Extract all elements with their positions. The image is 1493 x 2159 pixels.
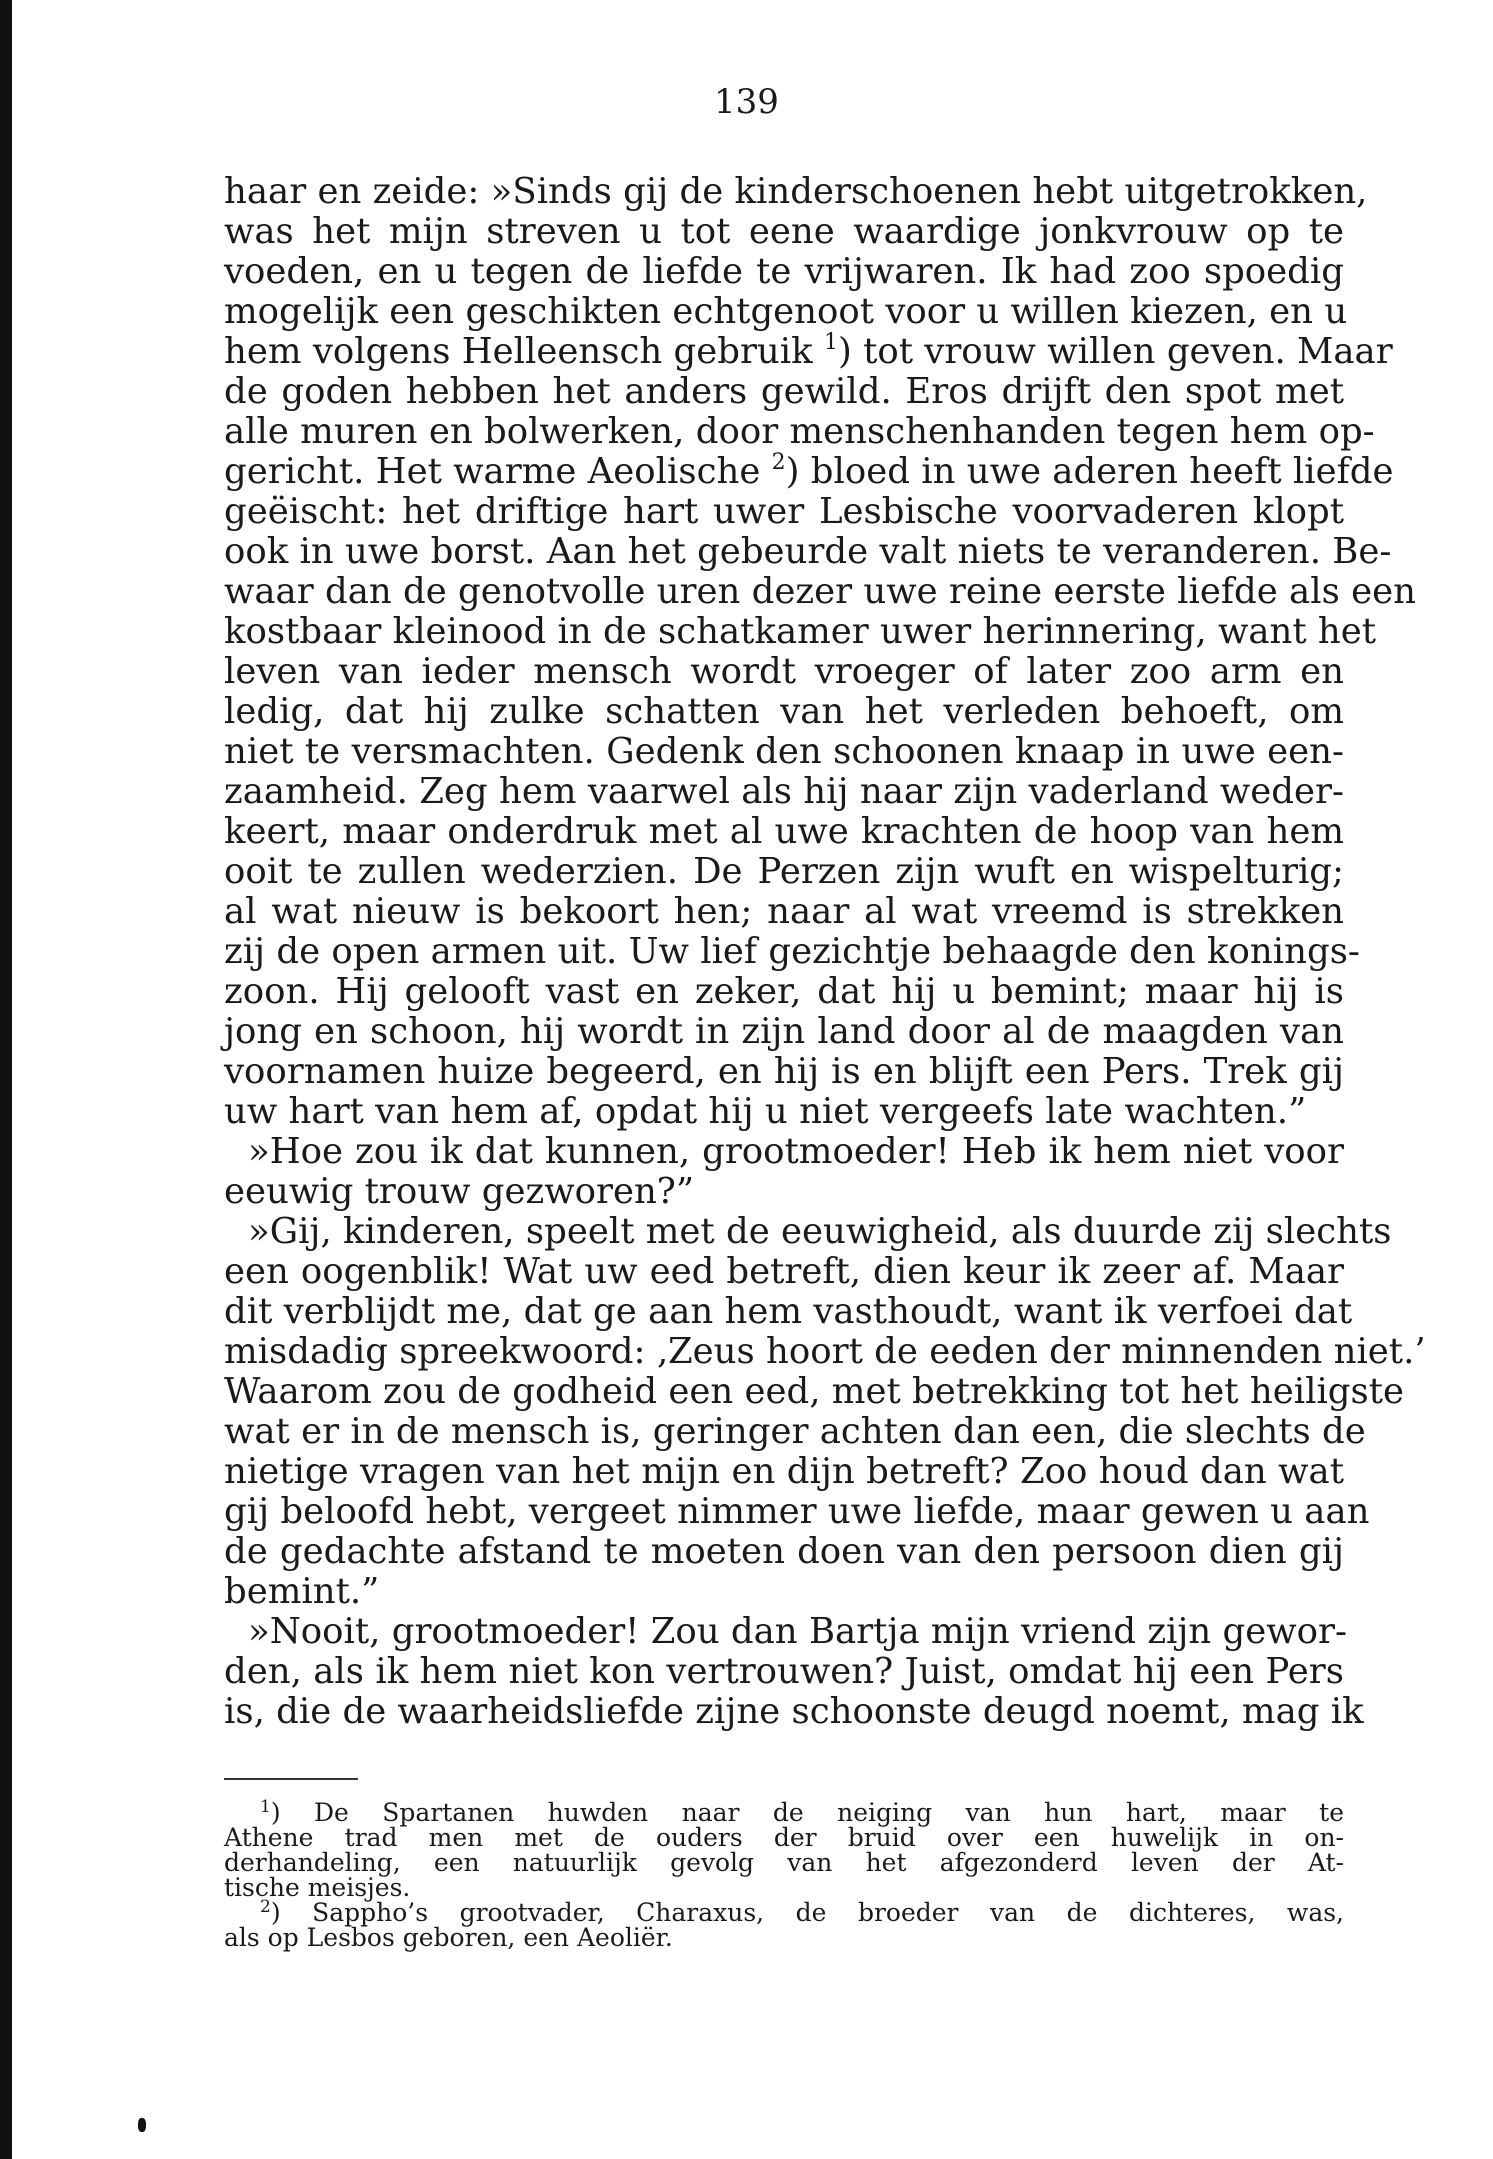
text-line: de gedachte afstand te moeten doen van den persoon dien gij (224, 1531, 1344, 1572)
text-line: keert, maar onderdruk met al uwe krachten de hoop van hem (224, 811, 1344, 852)
footnotes (224, 1797, 1344, 1952)
text-line: is, die de waarheidsliefde zijne schoonste deugd noemt, mag ik (224, 1691, 1364, 1732)
text-line (224, 450, 1394, 492)
body-text (224, 171, 1426, 1732)
text-line: alle muren en bolwerken, door menschenhanden tegen hem op- (224, 411, 1375, 452)
text-line: geëischt: het driftige hart uwer Lesbische voorvaderen klopt (224, 491, 1344, 532)
text-line (224, 330, 1393, 372)
text-line: wat er in de mensch is, geringer achten dan een, die slechts de (224, 1411, 1366, 1452)
footnote-ref: 1 (823, 330, 838, 355)
text-line: bemint.” (224, 1571, 380, 1612)
footnote-line: derhandeling, een natuurlijk gevolg van het afgezonderd leven der At- (224, 1848, 1344, 1877)
text-line: nietige vragen van het mijn en dijn betreft? Zoo houd dan wat (224, 1451, 1344, 1492)
text-line: »Gij, kinderen, speelt met de eeuwigheid, als duurde zij slechts (248, 1211, 1392, 1252)
text-line: was het mijn streven u tot eene waardige jonkvrouw op te (224, 211, 1344, 252)
text-line: al wat nieuw is bekoort hen; naar al wat vreemd is strekken (224, 891, 1344, 932)
text-line: ledig, dat hij zulke schatten van het verleden behoeft, om (224, 691, 1344, 732)
text-line: Waarom zou de godheid een eed, met betrekking tot het heiligste (224, 1371, 1405, 1412)
text-line: ooit te zullen wederzien. De Perzen zijn wuft en wispelturig; (224, 851, 1344, 892)
text-segment: hem volgens Helleensch gebruik (224, 331, 824, 372)
text-line: »Nooit, grootmoeder! Zou dan Bartja mijn vriend zijn gewor- (248, 1611, 1347, 1652)
text-line: waar dan de genotvolle uren dezer uwe reine eerste liefde als een (224, 571, 1416, 612)
footnote-rule (224, 1778, 358, 1780)
scan-edge (0, 0, 12, 2159)
footnote-line: tische meisjes. (224, 1873, 411, 1902)
text-line: kostbaar kleinood in de schatkamer uwer herinnering, want het (224, 611, 1377, 652)
text-line: voornamen huize begeerd, en hij is en blijft een Pers. Trek gij (224, 1051, 1344, 1092)
text-line: mogelijk een geschikten echtgenoot voor u willen kiezen, en u (224, 291, 1348, 332)
text-line: gij beloofd hebt, vergeet nimmer uwe liefde, maar gewen u aan (224, 1491, 1370, 1532)
footnote-line: Athene trad men met de ouders der bruid over een huwelijk in on- (224, 1823, 1344, 1852)
footnote-text: ) Sappho’s grootvader, Charaxus, de broeder van de dichteres, was, (270, 1898, 1344, 1927)
scan-speck (138, 2118, 146, 2132)
text-line: misdadig spreekwoord: ‚Zeus hoort de eeden der minnenden niet.’ (224, 1331, 1426, 1372)
footnote-text: ) De Spartanen huwden naar de neiging van hun hart, maar te (270, 1798, 1344, 1827)
footnote-line: als op Lesbos geboren, een Aeoliër. (224, 1923, 673, 1952)
footnote-number: 1 (260, 1797, 271, 1817)
text-line: den, als ik hem niet kon vertrouwen? Juist, omdat hij een Pers (224, 1651, 1344, 1692)
text-line: niet te versmachten. Gedenk den schoonen knaap in uwe een- (224, 731, 1344, 772)
text-line: jong en schoon, hij wordt in zijn land door al de maagden van (224, 1011, 1344, 1052)
text-line: zaamheid. Zeg hem vaarwel als hij naar zijn vaderland weder- (224, 771, 1344, 812)
text-line: dit verblijdt me, dat ge aan hem vasthoudt, want ik verfoei dat (224, 1291, 1353, 1332)
text-segment: ) tot vrouw willen geven. Maar (837, 331, 1393, 372)
page-number: 139 (714, 82, 779, 122)
text-segment: ) bloed in uwe aderen heeft liefde (785, 451, 1394, 492)
text-line: eeuwig trouw gezworen?” (224, 1171, 694, 1212)
text-line: de goden hebben het anders gewild. Eros drijft den spot met (224, 371, 1344, 412)
text-line: ook in uwe borst. Aan het gebeurde valt niets te veranderen. Be- (224, 531, 1392, 572)
text-line: een oogenblik! Wat uw eed betreft, dien keur ik zeer af. Maar (224, 1251, 1344, 1292)
text-line: haar en zeide: »Sinds gij de kinderschoenen hebt uitgetrokken, (224, 171, 1368, 212)
text-line: zoon. Hij gelooft vast en zeker, dat hij u bemint; maar hij is (224, 971, 1344, 1012)
text-line: voeden, en u tegen de liefde te vrijwaren. Ik had zoo spoedig (224, 251, 1344, 292)
text-line: »Hoe zou ik dat kunnen, grootmoeder! Heb ik hem niet voor (248, 1131, 1344, 1172)
footnote-line (224, 1897, 1344, 1927)
footnote-line (224, 1797, 1344, 1827)
footnote-number: 2 (260, 1897, 271, 1917)
text-line: leven van ieder mensch wordt vroeger of later zoo arm en (224, 651, 1344, 692)
text-line: zij de open armen uit. Uw lief gezichtje behaagde den konings- (224, 931, 1360, 972)
footnote-ref: 2 (771, 450, 786, 475)
text-line: uw hart van hem af, opdat hij u niet vergeefs late wachten.” (224, 1091, 1307, 1132)
text-segment: gericht. Het warme Aeolische (224, 451, 772, 492)
